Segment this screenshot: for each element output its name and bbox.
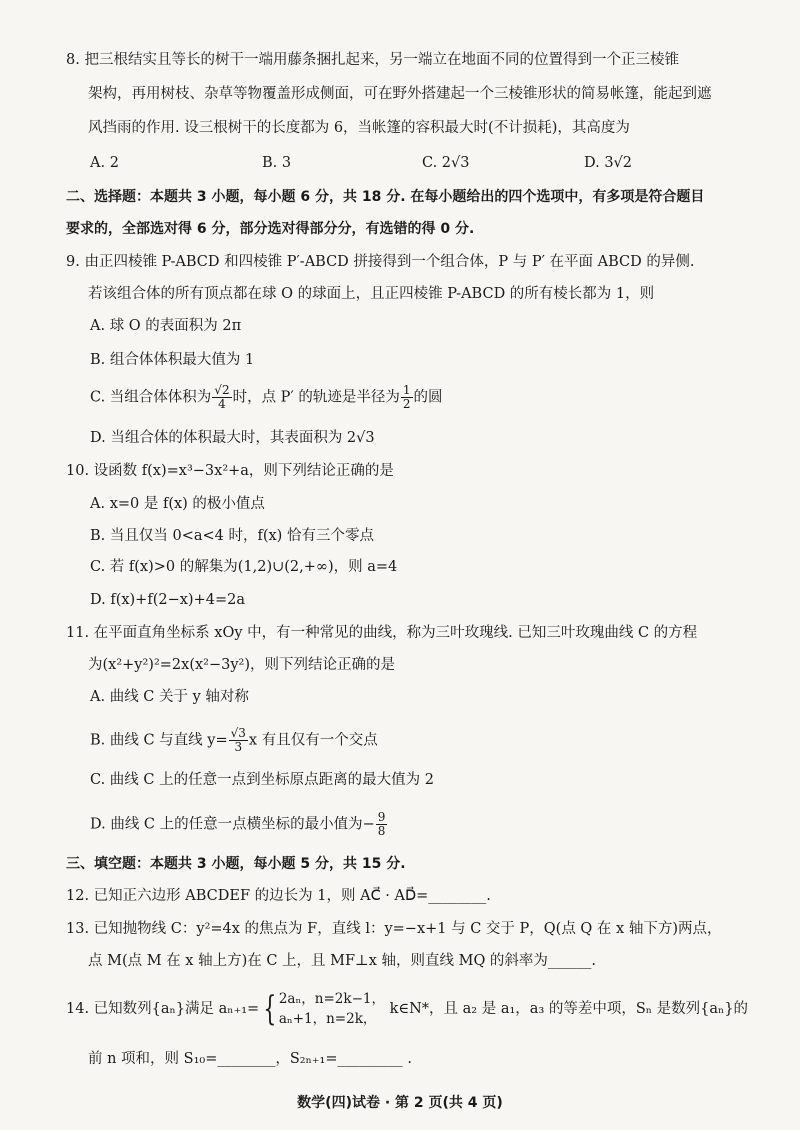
q14-cases	[279, 989, 385, 1029]
q11-option-d-pre: D. 曲线 C 上的任意一点横坐标的最小值为−	[90, 816, 375, 833]
fraction-numerator: √3	[230, 726, 246, 740]
q9-option-c-fraction1	[212, 384, 231, 411]
q13-line2: 点 M(点 M 在 x 轴上方)在 C 上，且 MF⊥x 轴，则直线 MQ 的斜率为______.	[88, 953, 597, 969]
q10-option-a: A. x=0 是 f(x) 的极小值点	[90, 496, 265, 512]
q9-option-c-post: 的圆	[413, 389, 443, 406]
q11-option-b-fraction	[229, 727, 248, 754]
q11-option-b-pre: B. 曲线 C 与直线 y=	[90, 732, 228, 749]
q9-option-c	[90, 384, 443, 411]
q11-option-b	[90, 727, 378, 754]
q8-option-b: B. 3	[262, 155, 292, 171]
q14-case2: aₙ+1，n=2k，	[278, 1011, 377, 1027]
section2-header-line1: 二、选择题：本题共 3 小题，每小题 6 分，共 18 分. 在每小题给出的四个选项中，有多项是符合题目	[66, 189, 705, 205]
q14-case1: 2aₙ，n=2k−1，	[278, 991, 385, 1007]
q9-option-b: B. 组合体体积最大值为 1	[90, 352, 255, 368]
fraction-denominator: 3	[234, 740, 243, 754]
fraction-numerator: √2	[214, 383, 230, 397]
q9-option-c-pre: C. 当组合体体积为	[90, 389, 212, 406]
q11-line2: 为(x²+y²)²=2x(x²−3y²)，则下列结论正确的是	[88, 657, 396, 673]
q11-line1: 11. 在平面直角坐标系 xOy 中，有一种常见的曲线，称为三叶玫瑰线. 已知三叶玫瑰曲线 C 的方程	[66, 625, 698, 641]
q11-option-c: C. 曲线 C 上的任意一点到坐标原点距离的最大值为 2	[90, 772, 434, 788]
q9-option-d: D. 当组合体的体积最大时，其表面积为 2√3	[90, 430, 375, 446]
q10-option-c: C. 若 f(x)>0 的解集为(1,2)∪(2,+∞)，则 a=4	[90, 559, 398, 575]
q8-option-c: C. 2√3	[422, 155, 470, 171]
q12-line: 12. 已知正六边形 ABCDEF 的边长为 1，则 AC⃗ · AD⃗=________.	[66, 888, 491, 904]
q11-option-b-post: x 有且仅有一个交点	[248, 732, 378, 749]
q14-brace: {	[263, 989, 277, 1029]
page-footer: 数学(四)试卷 · 第 2 页(共 4 页)	[297, 1095, 503, 1111]
q14-line1	[66, 989, 748, 1029]
q8-option-a: A. 2	[90, 155, 119, 171]
fraction-denominator: 8	[377, 824, 386, 838]
q8-option-d: D. 3√2	[584, 155, 633, 171]
q11-option-d	[90, 811, 388, 838]
section3-header: 三、填空题：本题共 3 小题，每小题 5 分，共 15 分.	[66, 856, 406, 872]
fraction-numerator: 9	[377, 810, 386, 824]
fraction-numerator: 1	[402, 383, 411, 397]
q10-option-b: B. 当且仅当 0<a<4 时，f(x) 恰有三个零点	[90, 528, 374, 544]
q8-line3: 风挡雨的作用. 设三根树干的长度都为 6，当帐篷的容积最大时(不计损耗)，其高度为	[88, 120, 630, 136]
q11-option-a: A. 曲线 C 关于 y 轴对称	[90, 689, 249, 705]
q9-line2: 若该组合体的所有顶点都在球 O 的球面上，且正四棱锥 P-ABCD 的所有棱长都为 1，则	[88, 286, 655, 302]
q8-line2: 架构，再用树枝、杂草等物覆盖形成侧面，可在野外搭建起一个三棱锥形状的简易帐篷，能起到遮	[88, 86, 712, 102]
fraction-denominator: 4	[218, 397, 226, 411]
section2-header-line2: 要求的，全部选对得 6 分，部分选对得部分分，有选错的得 0 分.	[66, 221, 475, 237]
q10-option-d: D. f(x)+f(2−x)+4=2a	[90, 592, 245, 608]
q9-option-a: A. 球 O 的表面积为 2π	[90, 318, 242, 334]
q13-line1: 13. 已知抛物线 C：y²=4x 的焦点为 F，直线 l：y=−x+1 与 C 交于 P，Q(点 Q 在 x 轴下方)两点，	[66, 921, 722, 937]
q9-option-c-fraction2	[401, 384, 413, 411]
q8-line1: 8. 把三根结实且等长的树干一端用藤条捆扎起来，另一端立在地面不同的位置得到一个正三棱锥	[66, 52, 679, 68]
fraction-denominator: 2	[402, 397, 411, 411]
q9-line1: 9. 由正四棱锥 P-ABCD 和四棱锥 P′-ABCD 拼接得到一个组合体，P 与 P′ 在平面 ABCD 的异侧.	[66, 254, 695, 270]
q14-line2: 前 n 项和，则 S₁₀=________，S₂ₙ₊₁=_________ .	[88, 1051, 412, 1067]
q10-line1: 10. 设函数 f(x)=x³−3x²+a，则下列结论正确的是	[66, 463, 394, 479]
q14-pre: 14. 已知数列{aₙ}满足 aₙ₊₁=	[66, 1001, 260, 1017]
q11-option-d-fraction	[376, 811, 388, 838]
q14-post: k∈N*，且 a₂ 是 a₁，a₃ 的等差中项，Sₙ 是数列{aₙ}的	[389, 1001, 749, 1017]
q9-option-c-mid: 时，点 P′ 的轨迹是半径为	[232, 389, 400, 406]
